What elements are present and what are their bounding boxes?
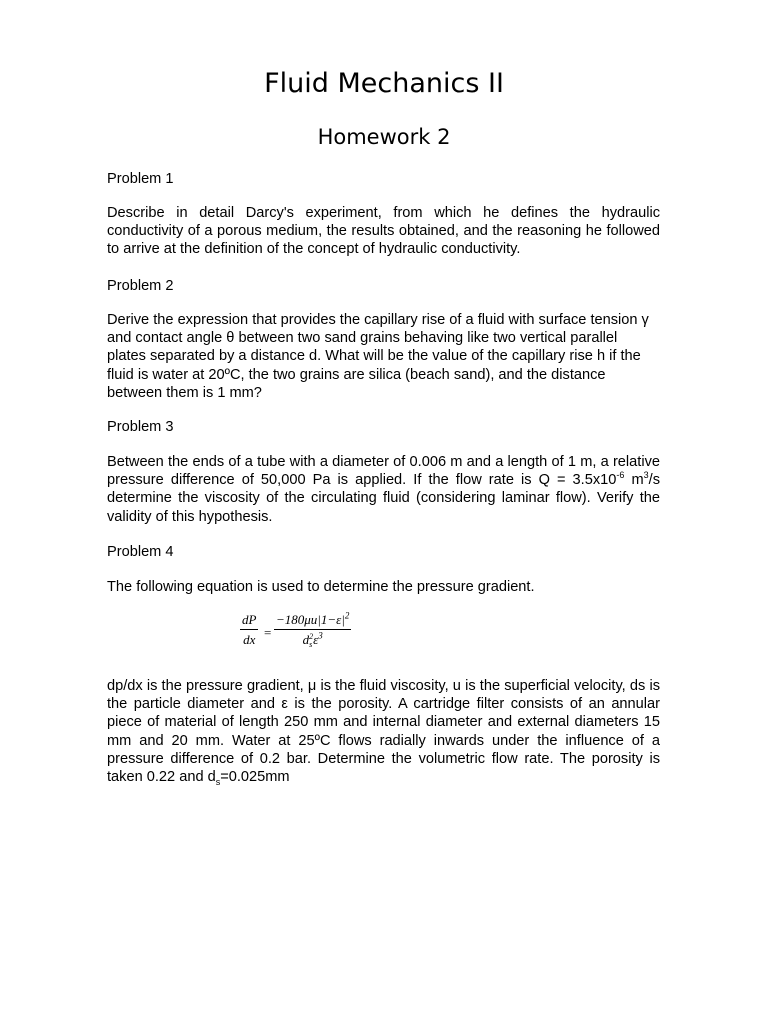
equation-lhs-numerator: dP [240, 612, 258, 630]
equation-rhs-numerator-exponent: 2 [344, 610, 350, 621]
document-title: Fluid Mechanics II [264, 68, 504, 99]
problem-4-heading: Problem 4 [107, 544, 174, 560]
equation-rhs-denominator-epsilon: ε [313, 632, 319, 647]
problem-4-text-end: =0.025mm [220, 769, 290, 786]
problem-1-heading: Problem 1 [107, 171, 174, 187]
problem-2-text: Derive the expression that provides the capillary rise of a fluid with surface tension γ and contact angle θ between two sand grains behaving like two vertical parallel plates separated by a distance d. What will be the value of the capillary rise h if the fluid is water at 20ºC, the two grains are silica (beach sand), and the distance between them is 1 mm? [107, 312, 649, 401]
equation-rhs-denominator [274, 630, 351, 649]
equation-rhs-numerator [274, 612, 351, 630]
equation-equals-sign: = [264, 625, 272, 640]
problem-4-text-main: dp/dx is the pressure gradient, μ is the fluid viscosity, u is the superficial velocity, ds is the particle diameter and ε is the porosity. A cartridge filter consists of an annular piece of material of length 250 mm and internal diameter and external diameters 15 mm and 20 mm. Water at 25ºC flows radially inwards under the influence of a pressure difference of 0.2 bar. Determine the volumetric flow rate. The porosity is taken 0.22 and d [107, 678, 660, 786]
problem-4-text [107, 677, 660, 786]
problem-3-exponent: -6 [616, 470, 625, 481]
problem-4-text-subscript: s [215, 776, 221, 787]
equation-rhs-denominator-d-subscript: s [309, 640, 313, 650]
problem-3-text [107, 453, 660, 526]
equation-rhs-denominator-d-exponent: 2 [309, 632, 314, 642]
problem-1-text: Describe in detail Darcy's experiment, from which he defines the hydraulic conductivity of a porous medium, the results obtained, and the reasoning he followed to arrive at the definition of the concept of hydraulic conductivity. [107, 205, 660, 258]
problem-2-heading: Problem 2 [107, 278, 174, 294]
equation-rhs-denominator-epsilon-exponent: 3 [318, 630, 323, 641]
problem-3-unit-m: m [631, 472, 644, 489]
document-subtitle: Homework 2 [317, 125, 451, 149]
equation-rhs-numerator-text: −180μu|1−ε| [276, 612, 345, 627]
equation-lhs-denominator: dx [243, 632, 256, 647]
problem-3-text-part-c: /s determine the viscosity of the circulating fluid (considering laminar flow). Verify the validity of this hypothesis. [107, 472, 660, 525]
problem-3-text-part-a: Between the ends of a tube with a diameter of 0.006 m and a length of 1 m, a relative pressure difference of 50,000 Pa is applied. If the flow rate is Q = 3.5x10 [107, 454, 660, 489]
problem-4-intro: The following equation is used to determine the pressure gradient. [107, 579, 535, 595]
equation-lhs [240, 612, 258, 648]
problem-3-heading: Problem 3 [107, 419, 174, 435]
equation-rhs [274, 612, 351, 649]
problem-3-unit-exponent: 3 [643, 470, 649, 481]
equation-rhs-denominator-d: d [302, 632, 310, 647]
ergun-equation [240, 612, 380, 662]
